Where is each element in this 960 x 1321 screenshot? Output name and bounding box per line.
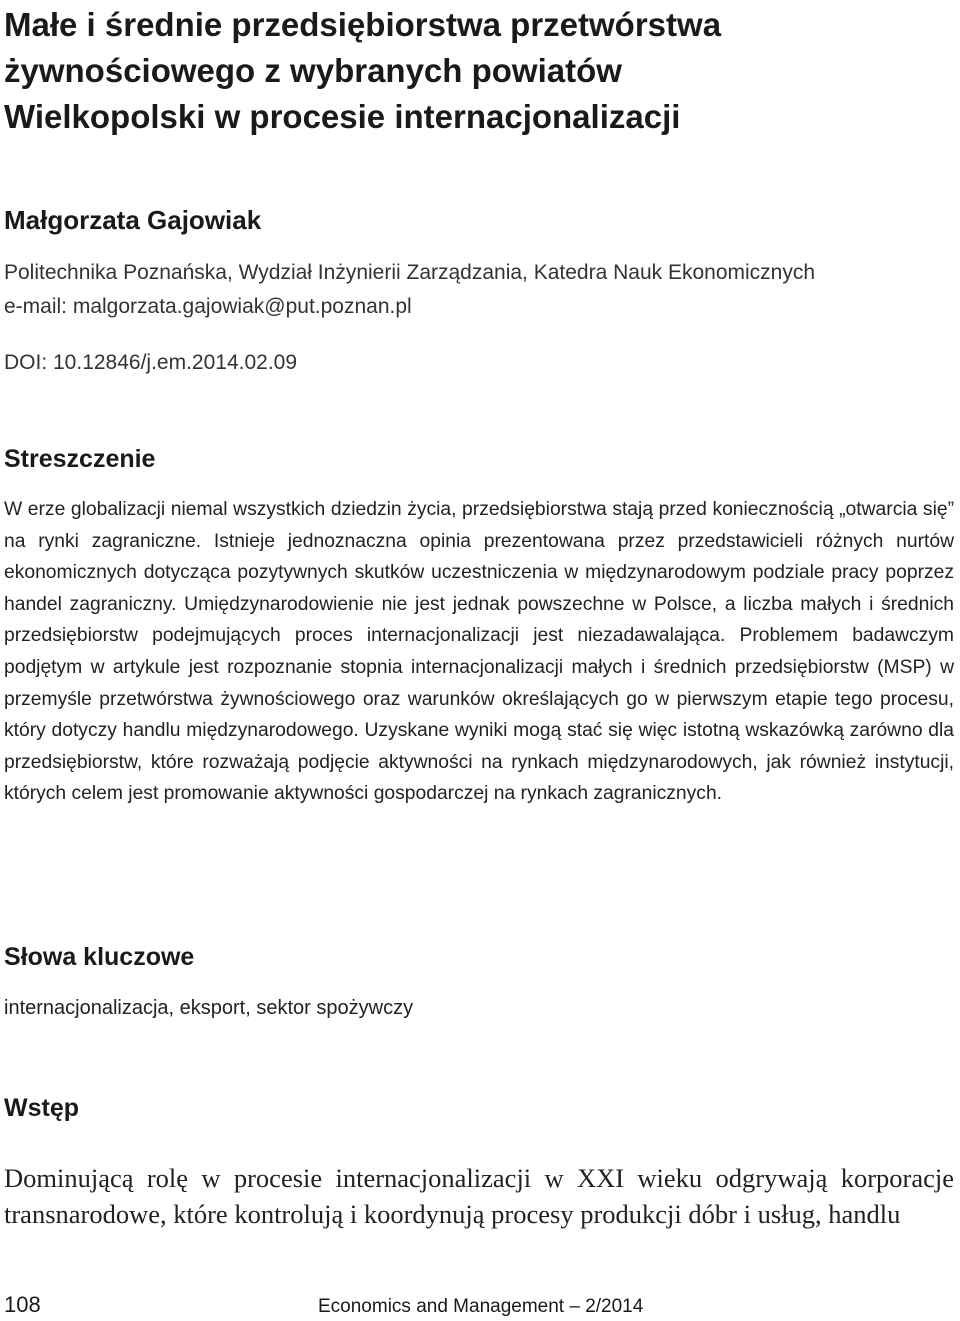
doi-text: DOI: 10.12846/j.em.2014.02.09 <box>4 351 298 374</box>
journal-name: Economics and Management – 2/2014 <box>318 1296 644 1317</box>
affiliation-text: Politechnika Poznańska, Wydział Inżynierii Zarządzania, Katedra Nauk Ekonomicznych <box>4 261 816 284</box>
author-name: Małgorzata Gajowiak <box>4 205 262 235</box>
page-footer <box>4 1291 954 1321</box>
intro-text: Dominującą rolę w procesie internacjonalizacji w XXI wieku odgrywają korporacje transnarodowe, które kontrolują i koordynują procesy produkcji dóbr i usług, handlu <box>4 1163 954 1229</box>
page-number: 108 <box>4 1292 41 1317</box>
keywords-heading: Słowa kluczowe <box>4 943 195 971</box>
article-title <box>4 2 721 140</box>
keywords-text: internacjonalizacja, eksport, sektor spożywczy <box>4 997 414 1019</box>
intro-heading: Wstęp <box>4 1094 79 1122</box>
article-title-line: Wielkopolski w procesie internacjonalizacji <box>4 98 681 135</box>
article-title-line: Małe i średnie przedsiębiorstwa przetwórstwa <box>4 6 722 43</box>
author-info <box>4 256 815 324</box>
article-page <box>4 0 954 1318</box>
article-title-line: żywnościowego z wybranych powiatów <box>4 52 622 89</box>
abstract-text: W erze globalizacji niemal wszystkich dziedzin życia, przedsiębiorstwa stają przed koniecznością „otwarcia się” na rynki zagraniczne. Istnieje jednoznaczna opinia prezentowana przez przedstawicieli różnych nurtów ekonomicznych dotycząca pozytywnych skutków uczestniczenia w międzynarodowym podziale pracy poprzez handel zagraniczny. Umiędzynarodowienie nie jest jednak powszechne w Polsce, a liczba małych i średnich przedsiębiorstw podejmujących proces internacjonalizacji jest niezadawalająca. Problemem badawczym podjętym w artykule jest rozpoznanie stopnia internacjonalizacji małych i średnich przedsiębiorstw (MSP) w przemyśle przetwórstwa żywnościowego oraz warunków określających go w pierwszym etapie tego procesu, który dotyczy handlu międzynarodowego. Uzyskane wyniki mogą stać się więc istotną wskazówką zarówno dla przedsiębiorstw, które rozważają podjęcie aktywności na rynkach międzynarodowych, jak również instytucji, których celem jest promowanie aktywności gospodarczej na rynkach zagranicznych. <box>4 499 954 805</box>
abstract-heading: Streszczenie <box>4 445 156 473</box>
email-text: e-mail: malgorzata.gajowiak@put.poznan.pl <box>4 295 412 318</box>
